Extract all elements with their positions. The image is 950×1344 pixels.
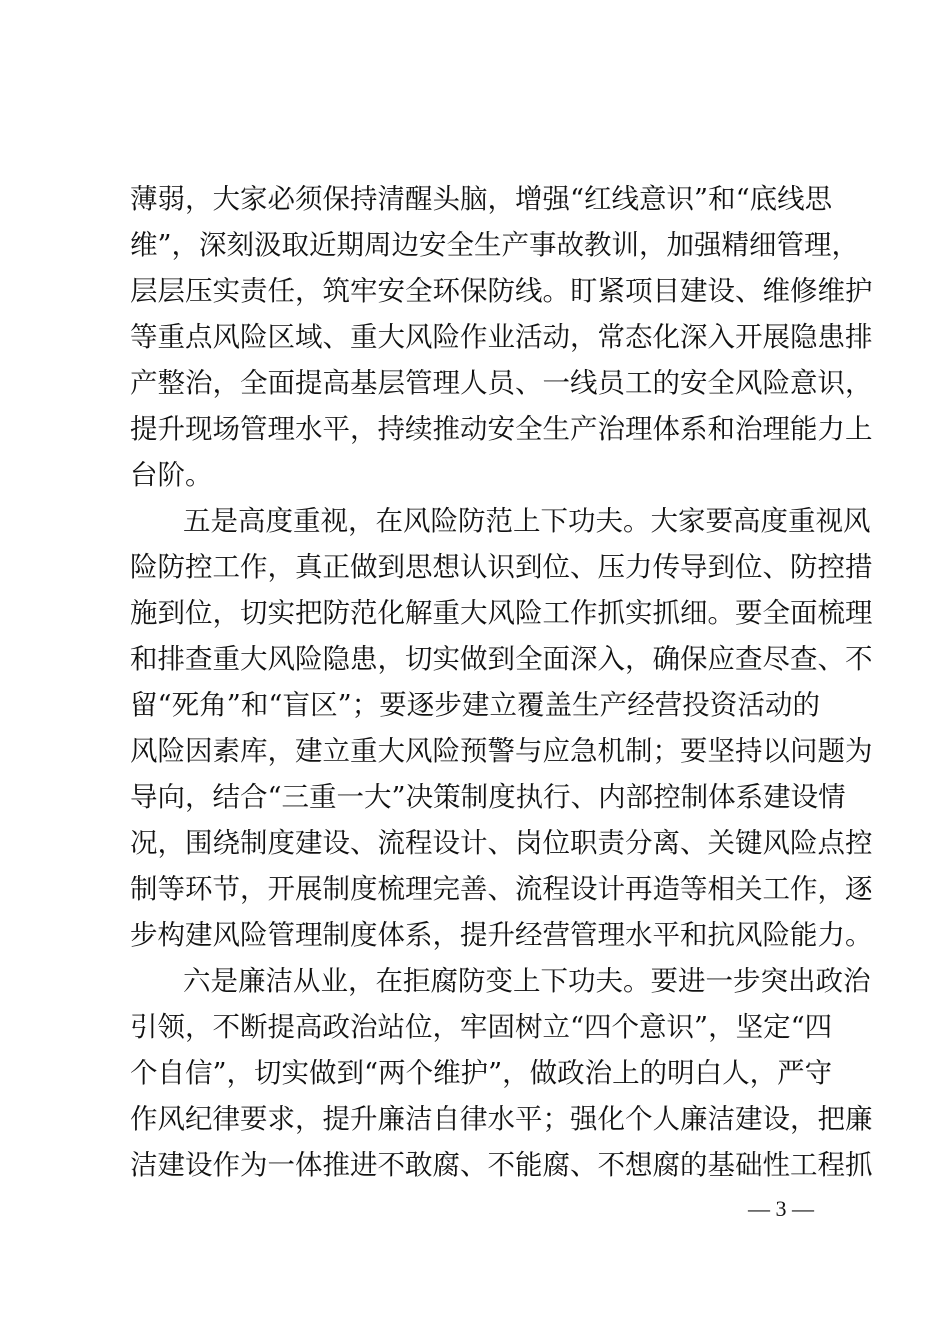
text-line: 和排查重大风险隐患，切实做到全面深入，确保应查尽查、不 [130, 643, 873, 675]
text-line: 况，围绕制度建设、流程设计、岗位职责分离、关键风险点控 [130, 827, 873, 859]
text-line: 等重点风险区域、重大风险作业活动，常态化深入开展隐患排 [130, 321, 873, 353]
text-line: 薄弱，大家必须保持清醒头脑，增强“红线意识”和“底线思 [130, 183, 833, 215]
text-line: 导向，结合“三重一大”决策制度执行、内部控制体系建设情 [130, 781, 846, 813]
text-line: 维”，深刻汲取近期周边安全生产事故教训，加强精细管理， [130, 229, 860, 261]
paragraph-heading-line: 六是廉洁从业，在拒腐防变上下功夫。要进一步突出政治 [183, 965, 871, 997]
text-line: 留“死角”和“盲区”；要逐步建立覆盖生产经营投资活动的 [130, 689, 820, 721]
text-line: 引领，不断提高政治站位，牢固树立“四个意识”，坚定“四 [130, 1011, 833, 1043]
text-line: 作风纪律要求，提升廉洁自律水平；强化个人廉洁建设，把廉 [130, 1103, 873, 1135]
text-line: 施到位，切实把防范化解重大风险工作抓实抓细。要全面梳理 [130, 597, 873, 629]
text-line: 台阶。 [130, 459, 213, 491]
page-number: — 3 — [748, 1196, 814, 1221]
text-line: 产整治，全面提高基层管理人员、一线员工的安全风险意识， [130, 367, 873, 399]
text-line: 个自信”，切实做到“两个维护”，做政治上的明白人，严守 [130, 1057, 833, 1089]
text-line: 洁建设作为一体推进不敢腐、不能腐、不想腐的基础性工程抓 [130, 1149, 873, 1181]
text-line: 险防控工作，真正做到思想认识到位、压力传导到位、防控措 [130, 551, 873, 583]
text-line: 层层压实责任，筑牢安全环保防线。盯紧项目建设、维修维护 [130, 275, 873, 307]
text-line: 步构建风险管理制度体系，提升经营管理水平和抗风险能力。 [130, 919, 873, 951]
paragraph-heading-line: 五是高度重视，在风险防范上下功夫。大家要高度重视风 [183, 505, 871, 537]
text-line: 提升现场管理水平，持续推动安全生产治理体系和治理能力上 [130, 413, 873, 445]
text-line: 制等环节，开展制度梳理完善、流程设计再造等相关工作，逐 [130, 873, 873, 905]
text-line: 风险因素库，建立重大风险预警与应急机制；要坚持以问题为 [130, 735, 873, 767]
